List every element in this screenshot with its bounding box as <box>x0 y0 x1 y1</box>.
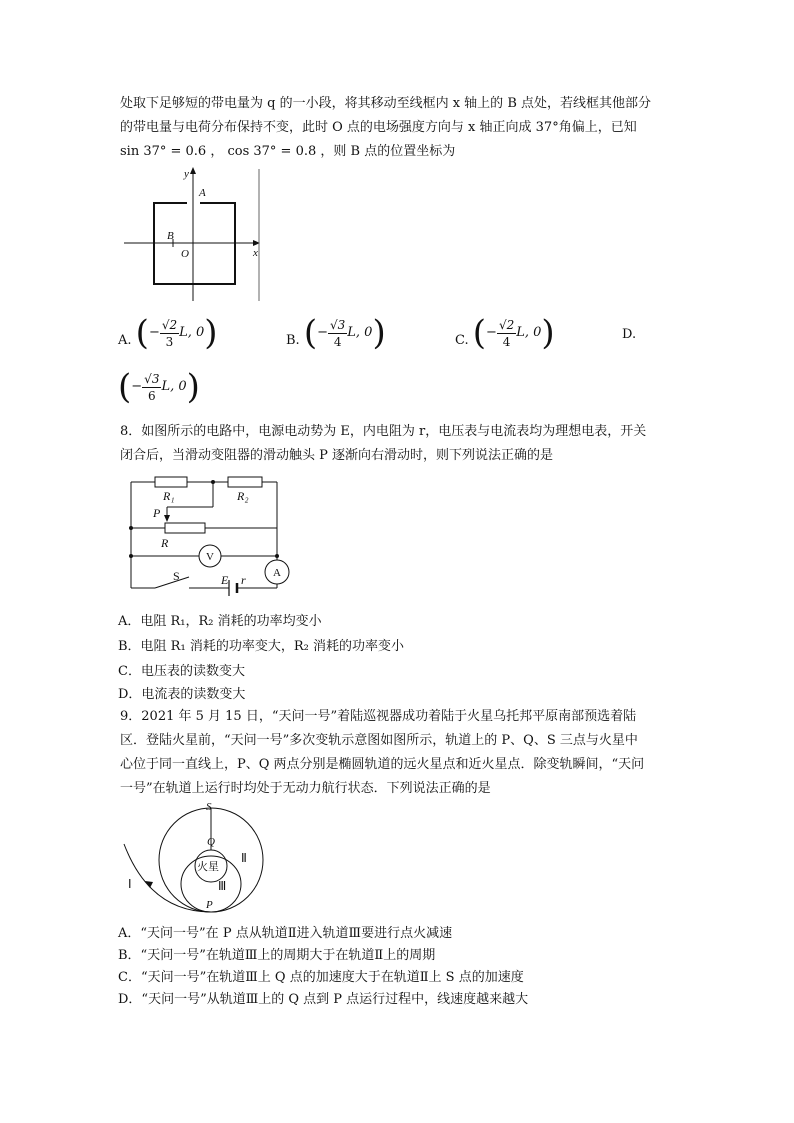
point-p-label: P <box>206 899 213 911</box>
point-a-label: A <box>199 187 206 199</box>
q7-text-line-3: sin 37° = 0.6 ， cos 37° = 0.8 ，则 B 点的位置坐标为 <box>120 144 456 159</box>
q9-orbit-diagram <box>120 800 270 918</box>
q7-text-line-1: 处取下足够短的带电量为 q 的一小段，将其移动至线框内 x 轴上的 B 点处，若线框其他部分 <box>120 96 652 111</box>
y-axis-label: y <box>184 168 189 180</box>
q7-text-line-2: 的带电量与电荷分布保持不变，此时 O 点的电场强度方向与 x 轴正向成 37°角偏上，已知 <box>120 120 637 135</box>
orbit-i-label: Ⅰ <box>128 877 132 891</box>
q9-option-b[interactable]: B．“天问一号”在轨道Ⅲ上的周期大于在轨道Ⅱ上的周期 <box>118 948 436 963</box>
x-axis-label: x <box>253 247 258 259</box>
ammeter-label: A <box>273 567 281 579</box>
origin-o-label: O <box>181 248 189 260</box>
q9-option-d[interactable]: D．“天问一号”从轨道Ⅲ上的 Q 点到 P 点运行过程中，线速度越来越大 <box>118 992 529 1007</box>
q7-option-d[interactable]: ( − $\frac{√3}{6}$ L, 0 ) <box>118 367 200 407</box>
q9-text-line-4: 一号”在轨道上运行时均处于无动力航行状态．下列说法正确的是 <box>120 781 491 796</box>
q8-option-a[interactable]: A．电阻 R₁，R₂ 消耗的功率均变小 <box>118 614 322 629</box>
point-q-label: Q <box>207 836 215 848</box>
r2-label: R₂ <box>237 489 249 503</box>
q7-option-a[interactable]: A. ( − $\frac{√2}{3}$ L, 0 ) <box>118 313 218 353</box>
emf-e-label: E <box>221 573 229 587</box>
q9-option-a[interactable]: A．“天问一号”在 P 点从轨道Ⅱ进入轨道Ⅲ要进行点火减速 <box>118 926 453 941</box>
r1-label: R₁ <box>163 489 175 503</box>
q9-text-line-1: 9．2021 年 5 月 15 日，“天问一号”着陆巡视器成功着陆于火星乌托邦平原南部预选着陆 <box>120 709 637 724</box>
slider-p-label: P <box>153 506 161 520</box>
q8-option-b[interactable]: B．电阻 R₁ 消耗的功率变大，R₂ 消耗的功率变小 <box>118 639 404 654</box>
q7-square-frame-figure <box>122 165 268 305</box>
q7-option-b[interactable]: B. ( − $\frac{√3}{4}$ L, 0 ) <box>286 313 386 353</box>
option-letter: C. <box>455 333 469 348</box>
q7-option-c[interactable]: C. ( − $\frac{√2}{4}$ L, 0 ) <box>455 313 555 353</box>
orbit-iii-label: Ⅲ <box>218 879 227 893</box>
option-letter: A. <box>118 333 132 348</box>
q8-text-line-2: 闭合后，当滑动变阻器的滑动触头 P 逐渐向右滑动时，则下列说法正确的是 <box>120 448 554 463</box>
switch-s-label: S <box>173 569 180 583</box>
q8-option-c[interactable]: C．电压表的读数变大 <box>118 664 245 679</box>
rheostat-r-label: R <box>161 536 169 550</box>
option-letter: B. <box>286 333 300 348</box>
q8-option-d[interactable]: D．电流表的读数变大 <box>118 687 246 702</box>
mars-label: 火星 <box>197 861 219 873</box>
q7-option-d-letter[interactable]: D. <box>622 327 637 342</box>
q9-option-c[interactable]: C．“天问一号”在轨道Ⅲ上 Q 点的加速度大于在轨道Ⅱ上 S 点的加速度 <box>118 970 524 985</box>
q9-text-line-2: 区．登陆火星前，“天问一号”多次变轨示意图如图所示，轨道上的 P、Q、S 三点与火星中 <box>120 733 638 748</box>
q9-text-line-3: 心位于同一直线上，P、Q 两点分别是椭圆轨道的远火星点和近火星点．除变轨瞬间，“天问 <box>120 757 645 772</box>
point-s-label: S <box>206 801 212 813</box>
point-b-label: B <box>167 230 174 242</box>
orbit-ii-label: Ⅱ <box>241 851 247 865</box>
q8-circuit-diagram <box>125 472 290 597</box>
voltmeter-label: V <box>206 551 214 563</box>
q8-text-line-1: 8．如图所示的电路中，电源电动势为 E，内电阻为 r，电压表与电流表均为理想电表，开关 <box>120 424 647 439</box>
internal-r-label: r <box>241 573 246 587</box>
